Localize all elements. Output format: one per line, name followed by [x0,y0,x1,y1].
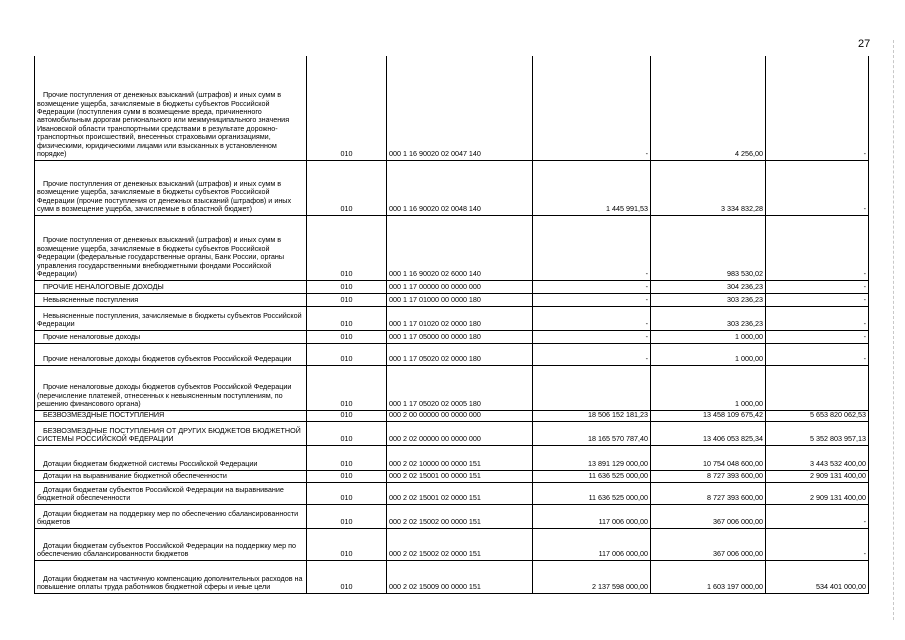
scan-edge-mark [893,40,895,620]
row-approved: 1 445 991,53 [533,160,651,215]
row-name: Прочие неналоговые доходы бюджетов субъектов Российской Федерации (перечисление платежей, отнесенных к невыясненным поступлениям, по решению финансового органа) [35,365,307,410]
row-remaining: - [766,330,869,343]
row-name: Прочие поступления от денежных взысканий (штрафов) и иных сумм в возмещение ущерба, зачисляемые в бюджеты субъектов Российской Федерации (федеральные государственные органы, Банк России, органы управления государственными внебюджетными фондами Российской Федерации) [35,215,307,280]
row-kbk: 000 2 02 15002 02 0000 151 [387,528,533,560]
row-line-code: 010 [307,445,387,470]
row-executed: 3 334 832,28 [651,160,766,215]
row-line-code: 010 [307,215,387,280]
table-row [35,410,869,421]
table-row [35,280,869,293]
row-name: Дотации бюджетам на частичную компенсацию дополнительных расходов на повышение оплаты труда работников бюджетной сферы и иные цели [35,560,307,593]
row-executed: 13 458 109 675,42 [651,410,766,421]
row-approved: 11 636 525 000,00 [533,470,651,482]
row-remaining: - [766,293,869,306]
row-approved: 13 891 129 000,00 [533,445,651,470]
table-row [35,482,869,504]
row-kbk: 000 1 16 90020 02 6000 140 [387,215,533,280]
row-kbk: 000 1 17 00000 00 0000 000 [387,280,533,293]
row-line-code: 010 [307,160,387,215]
row-line-code: 010 [307,560,387,593]
row-kbk: 000 2 02 15002 00 0000 151 [387,504,533,528]
table-row [35,560,869,593]
row-remaining: 2 909 131 400,00 [766,470,869,482]
row-kbk: 000 2 02 00000 00 0000 000 [387,421,533,445]
row-line-code: 010 [307,56,387,160]
row-approved: - [533,293,651,306]
row-remaining: - [766,56,869,160]
row-approved: - [533,215,651,280]
row-remaining: - [766,528,869,560]
row-executed: 303 236,23 [651,293,766,306]
row-approved: - [533,343,651,365]
row-approved: - [533,330,651,343]
row-approved: 117 006 000,00 [533,528,651,560]
table-row [35,528,869,560]
row-name: Невыясненные поступления [35,293,307,306]
row-executed: 1 000,00 [651,343,766,365]
row-line-code: 010 [307,280,387,293]
row-approved [533,365,651,410]
row-remaining: 534 401 000,00 [766,560,869,593]
row-name: Дотации бюджетам субъектов Российской Федерации на выравнивание бюджетной обеспеченности [35,482,307,504]
table-row [35,293,869,306]
table-row [35,504,869,528]
row-name: БЕЗВОЗМЕЗДНЫЕ ПОСТУПЛЕНИЯ ОТ ДРУГИХ БЮДЖЕТОВ БЮДЖЕТНОЙ СИСТЕМЫ РОССИЙСКОЙ ФЕДЕРАЦИИ [35,421,307,445]
row-line-code: 010 [307,365,387,410]
row-name: Дотации бюджетам на поддержку мер по обеспечению сбалансированности бюджетов [35,504,307,528]
row-executed: 8 727 393 600,00 [651,470,766,482]
table-row [35,343,869,365]
table-row [35,215,869,280]
row-line-code: 010 [307,470,387,482]
row-approved: - [533,56,651,160]
row-executed: 1 000,00 [651,330,766,343]
page-number: 27 [858,38,871,50]
budget-revenue-table [34,56,869,594]
row-kbk: 000 2 02 15001 00 0000 151 [387,470,533,482]
row-executed: 4 256,00 [651,56,766,160]
row-executed: 367 006 000,00 [651,528,766,560]
row-approved: 117 006 000,00 [533,504,651,528]
row-executed: 304 236,23 [651,280,766,293]
row-remaining: - [766,215,869,280]
row-kbk: 000 2 02 10000 00 0000 151 [387,445,533,470]
row-executed: 367 006 000,00 [651,504,766,528]
row-remaining: 5 653 820 062,53 [766,410,869,421]
row-executed: 10 754 048 600,00 [651,445,766,470]
row-executed: 983 530,02 [651,215,766,280]
table-row [35,56,869,160]
row-name: Прочие поступления от денежных взысканий (штрафов) и иных сумм в возмещение ущерба, зачисляемые в бюджеты субъектов Российской Федерации (поступления сумм в возмещение вреда, причиненного автомобильным дорогам регионального или межмуниципального значения Ивановской области транспортными средствами в результате дорожно-транспортных происшествий, внесенных страховыми организациями, физическими, юридическими лицами или взысканных в установленном порядке) [35,56,307,160]
row-kbk: 000 1 16 90020 02 0047 140 [387,56,533,160]
row-line-code: 010 [307,410,387,421]
row-name: Дотации бюджетам субъектов Российской Федерации на поддержку мер по обеспечению сбалансированности бюджетов [35,528,307,560]
table-row [35,470,869,482]
row-kbk: 000 1 17 05020 02 0000 180 [387,343,533,365]
table-row [35,365,869,410]
row-kbk: 000 2 02 15001 02 0000 151 [387,482,533,504]
row-kbk: 000 1 17 01000 00 0000 180 [387,293,533,306]
row-name: Прочие неналоговые доходы бюджетов субъектов Российской Федерации [35,343,307,365]
row-line-code: 010 [307,421,387,445]
row-executed: 1 603 197 000,00 [651,560,766,593]
row-line-code: 010 [307,528,387,560]
row-remaining: - [766,343,869,365]
row-kbk: 000 1 17 05020 02 0005 180 [387,365,533,410]
row-name: Дотации на выравнивание бюджетной обеспеченности [35,470,307,482]
row-line-code: 010 [307,343,387,365]
row-approved: 18 506 152 181,23 [533,410,651,421]
row-executed: 13 406 053 825,34 [651,421,766,445]
row-executed: 8 727 393 600,00 [651,482,766,504]
row-name: Прочие поступления от денежных взысканий (штрафов) и иных сумм в возмещение ущерба, зачисляемые в бюджеты субъектов Российской Федерации (прочие поступления от денежных взысканий (штрафов) и иных сумм в возмещение ущерба, зачисляемые в областной бюджет) [35,160,307,215]
row-remaining: - [766,160,869,215]
table-row [35,306,869,330]
row-kbk: 000 1 16 90020 02 0048 140 [387,160,533,215]
row-kbk: 000 2 02 15009 00 0000 151 [387,560,533,593]
row-name: Прочие неналоговые доходы [35,330,307,343]
row-approved: - [533,280,651,293]
row-name: БЕЗВОЗМЕЗДНЫЕ ПОСТУПЛЕНИЯ [35,410,307,421]
row-remaining: - [766,280,869,293]
row-name: Невыясненные поступления, зачисляемые в бюджеты субъектов Российской Федерации [35,306,307,330]
row-remaining: 5 352 803 957,13 [766,421,869,445]
row-line-code: 010 [307,293,387,306]
row-name: ПРОЧИЕ НЕНАЛОГОВЫЕ ДОХОДЫ [35,280,307,293]
row-line-code: 010 [307,330,387,343]
row-approved: 18 165 570 787,40 [533,421,651,445]
row-approved: 11 636 525 000,00 [533,482,651,504]
row-approved: - [533,306,651,330]
row-remaining: - [766,306,869,330]
row-executed: 1 000,00 [651,365,766,410]
table-row [35,421,869,445]
row-remaining: - [766,504,869,528]
row-executed: 303 236,23 [651,306,766,330]
row-name: Дотации бюджетам бюджетной системы Российской Федерации [35,445,307,470]
row-approved: 2 137 598 000,00 [533,560,651,593]
row-kbk: 000 1 17 01020 02 0000 180 [387,306,533,330]
row-kbk: 000 2 00 00000 00 0000 000 [387,410,533,421]
row-remaining: 2 909 131 400,00 [766,482,869,504]
table-row [35,160,869,215]
row-line-code: 010 [307,504,387,528]
table-row [35,330,869,343]
row-line-code: 010 [307,482,387,504]
row-line-code: 010 [307,306,387,330]
row-remaining: 3 443 532 400,00 [766,445,869,470]
row-kbk: 000 1 17 05000 00 0000 180 [387,330,533,343]
table-row [35,445,869,470]
row-remaining [766,365,869,410]
